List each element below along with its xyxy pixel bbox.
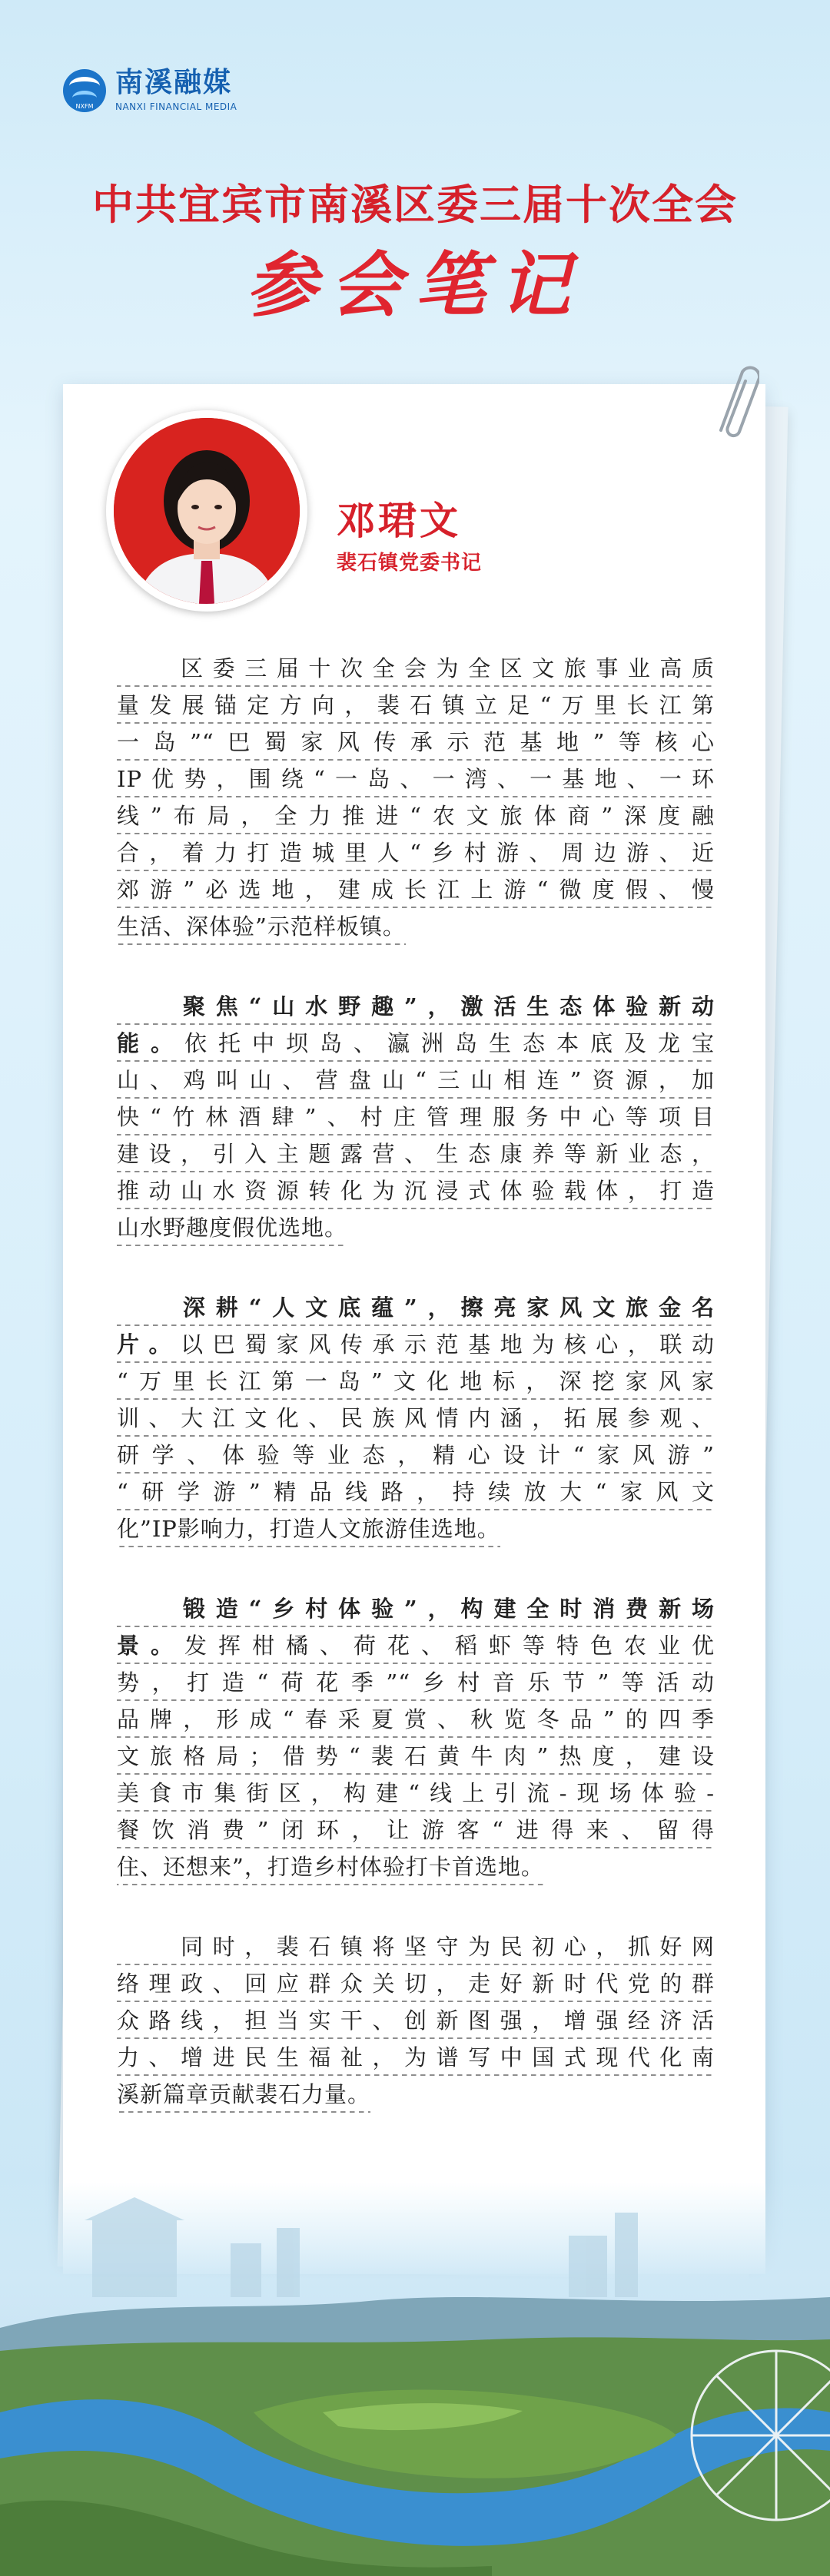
author-name: 邓珺文 bbox=[337, 498, 461, 543]
text-line: 美食市集街区，构建“线上引流-现场体验- bbox=[117, 1775, 715, 1812]
text-line: “研学游”精品线路，持续放大“家风文 bbox=[117, 1474, 715, 1510]
lead-heading-end: 能。 bbox=[117, 1030, 184, 1056]
lead-heading-end: 片。 bbox=[117, 1331, 181, 1358]
text-line: 快“竹林酒肆”、村庄管理服务中心等项目 bbox=[117, 1099, 715, 1135]
author-role: 裴石镇党委书记 bbox=[337, 552, 483, 575]
text-line: 同时，裴石镇将坚守为民初心，抓好网 bbox=[117, 1928, 715, 1965]
logo-chinese-name: 南溪融媒 bbox=[115, 67, 233, 98]
logo-mark-text: NXFM bbox=[75, 103, 94, 110]
text-line: 势，打造“荷花季”“乡村音乐节”等活动 bbox=[117, 1664, 715, 1701]
lead-heading: 锻造“乡村体验”，构建全时消费新场 bbox=[117, 1596, 715, 1622]
text-line: 研学、体验等业态，精心设计“家风游” bbox=[117, 1437, 715, 1474]
logo-mark-icon bbox=[63, 69, 106, 112]
text-line: 郊游”必选地，建成长江上游“微度假、慢 bbox=[117, 871, 715, 908]
paperclip-icon bbox=[706, 361, 759, 438]
river-landscape-illustration bbox=[0, 2182, 830, 2576]
text-line: 住、还想来”，打造乡村体验打卡首选地。 bbox=[117, 1848, 544, 1885]
portrait-icon bbox=[114, 418, 300, 604]
text-line: 训、大江文化、民族风情内涵，拓展参观、 bbox=[117, 1400, 715, 1437]
text-line bbox=[117, 1326, 715, 1363]
text-line: 品牌，形成“春采夏赏、秋览冬品”的四季 bbox=[117, 1701, 715, 1738]
paragraph-3 bbox=[117, 1289, 715, 1547]
text-line: 众路线，担当实干、创新图强，增强经济活 bbox=[117, 2002, 715, 2039]
paragraph-4 bbox=[117, 1590, 715, 1885]
text-line: “万里长江第一岛”文化地标，深挖家风家 bbox=[117, 1363, 715, 1400]
text-line: 线”布局，全力推进“农文旅体商”深度融 bbox=[117, 797, 715, 834]
paragraph-2 bbox=[117, 988, 715, 1246]
text-line: 山、鸡叫山、营盘山“三山相连”资源，加 bbox=[117, 1062, 715, 1099]
paragraph-5 bbox=[117, 1928, 715, 2113]
text-line: 力、增进民生福祉，为谱写中国式现代化南 bbox=[117, 2039, 715, 2076]
text-line: 餐饮消费”闭环，让游客“进得来、留得 bbox=[117, 1812, 715, 1848]
text-line bbox=[117, 1289, 715, 1326]
text-line: 合，着力打造城里人“乡村游、周边游、近 bbox=[117, 834, 715, 871]
lead-rest: 以巴蜀家风传承示范基地为核心，联动 bbox=[181, 1331, 715, 1358]
page-subtitle: 参会笔记 bbox=[245, 244, 584, 327]
text-line bbox=[117, 1025, 715, 1062]
text-line: 络理政、回应群众关切，走好新时代党的群 bbox=[117, 1965, 715, 2002]
lead-rest: 发挥柑橘、荷花、稻虾等特色农业优 bbox=[184, 1633, 715, 1659]
logo-english-name: NANXI FINANCIAL MEDIA bbox=[115, 101, 237, 112]
text-line: 化”IP影响力，打造人文旅游佳选地。 bbox=[117, 1510, 500, 1547]
text-line: 山水野趣度假优选地。 bbox=[117, 1209, 347, 1246]
text-line bbox=[117, 1590, 715, 1627]
text-line: 推动山水资源转化为沉浸式体验载体，打造 bbox=[117, 1172, 715, 1209]
brand-logo bbox=[63, 61, 247, 120]
text-line: 区委三届十次全会为全区文旅事业高质 bbox=[117, 650, 715, 687]
text-line: 量发展锚定方向，裴石镇立足“万里长江第 bbox=[117, 687, 715, 724]
lead-heading-end: 景。 bbox=[117, 1633, 184, 1659]
lead-heading: 深耕“人文底蕴”，擦亮家风文旅金名 bbox=[117, 1295, 715, 1321]
text-line: 生活、深体验”示范样板镇。 bbox=[117, 908, 406, 945]
text-line bbox=[117, 1627, 715, 1664]
lead-heading: 聚焦“山水野趣”，激活生态体验新动 bbox=[117, 993, 715, 1019]
paragraph-1 bbox=[117, 650, 715, 945]
avatar bbox=[106, 410, 307, 612]
page-title: 中共宜宾市南溪区委三届十次全会 bbox=[92, 180, 738, 229]
text-line: 一岛”“巴蜀家风传承示范基地”等核心 bbox=[117, 724, 715, 761]
lead-rest: 依托中坝岛、瀛洲岛生态本底及龙宝 bbox=[184, 1030, 715, 1056]
text-line: 文旅格局；借势“裴石黄牛肉”热度，建设 bbox=[117, 1738, 715, 1775]
text-line: 建设，引入主题露营、生态康养等新业态， bbox=[117, 1135, 715, 1172]
text-line: 溪新篇章贡献裴石力量。 bbox=[117, 2076, 370, 2113]
text-line bbox=[117, 988, 715, 1025]
text-line: IP优势，围绕“一岛、一湾、一基地、一环 bbox=[117, 761, 715, 797]
